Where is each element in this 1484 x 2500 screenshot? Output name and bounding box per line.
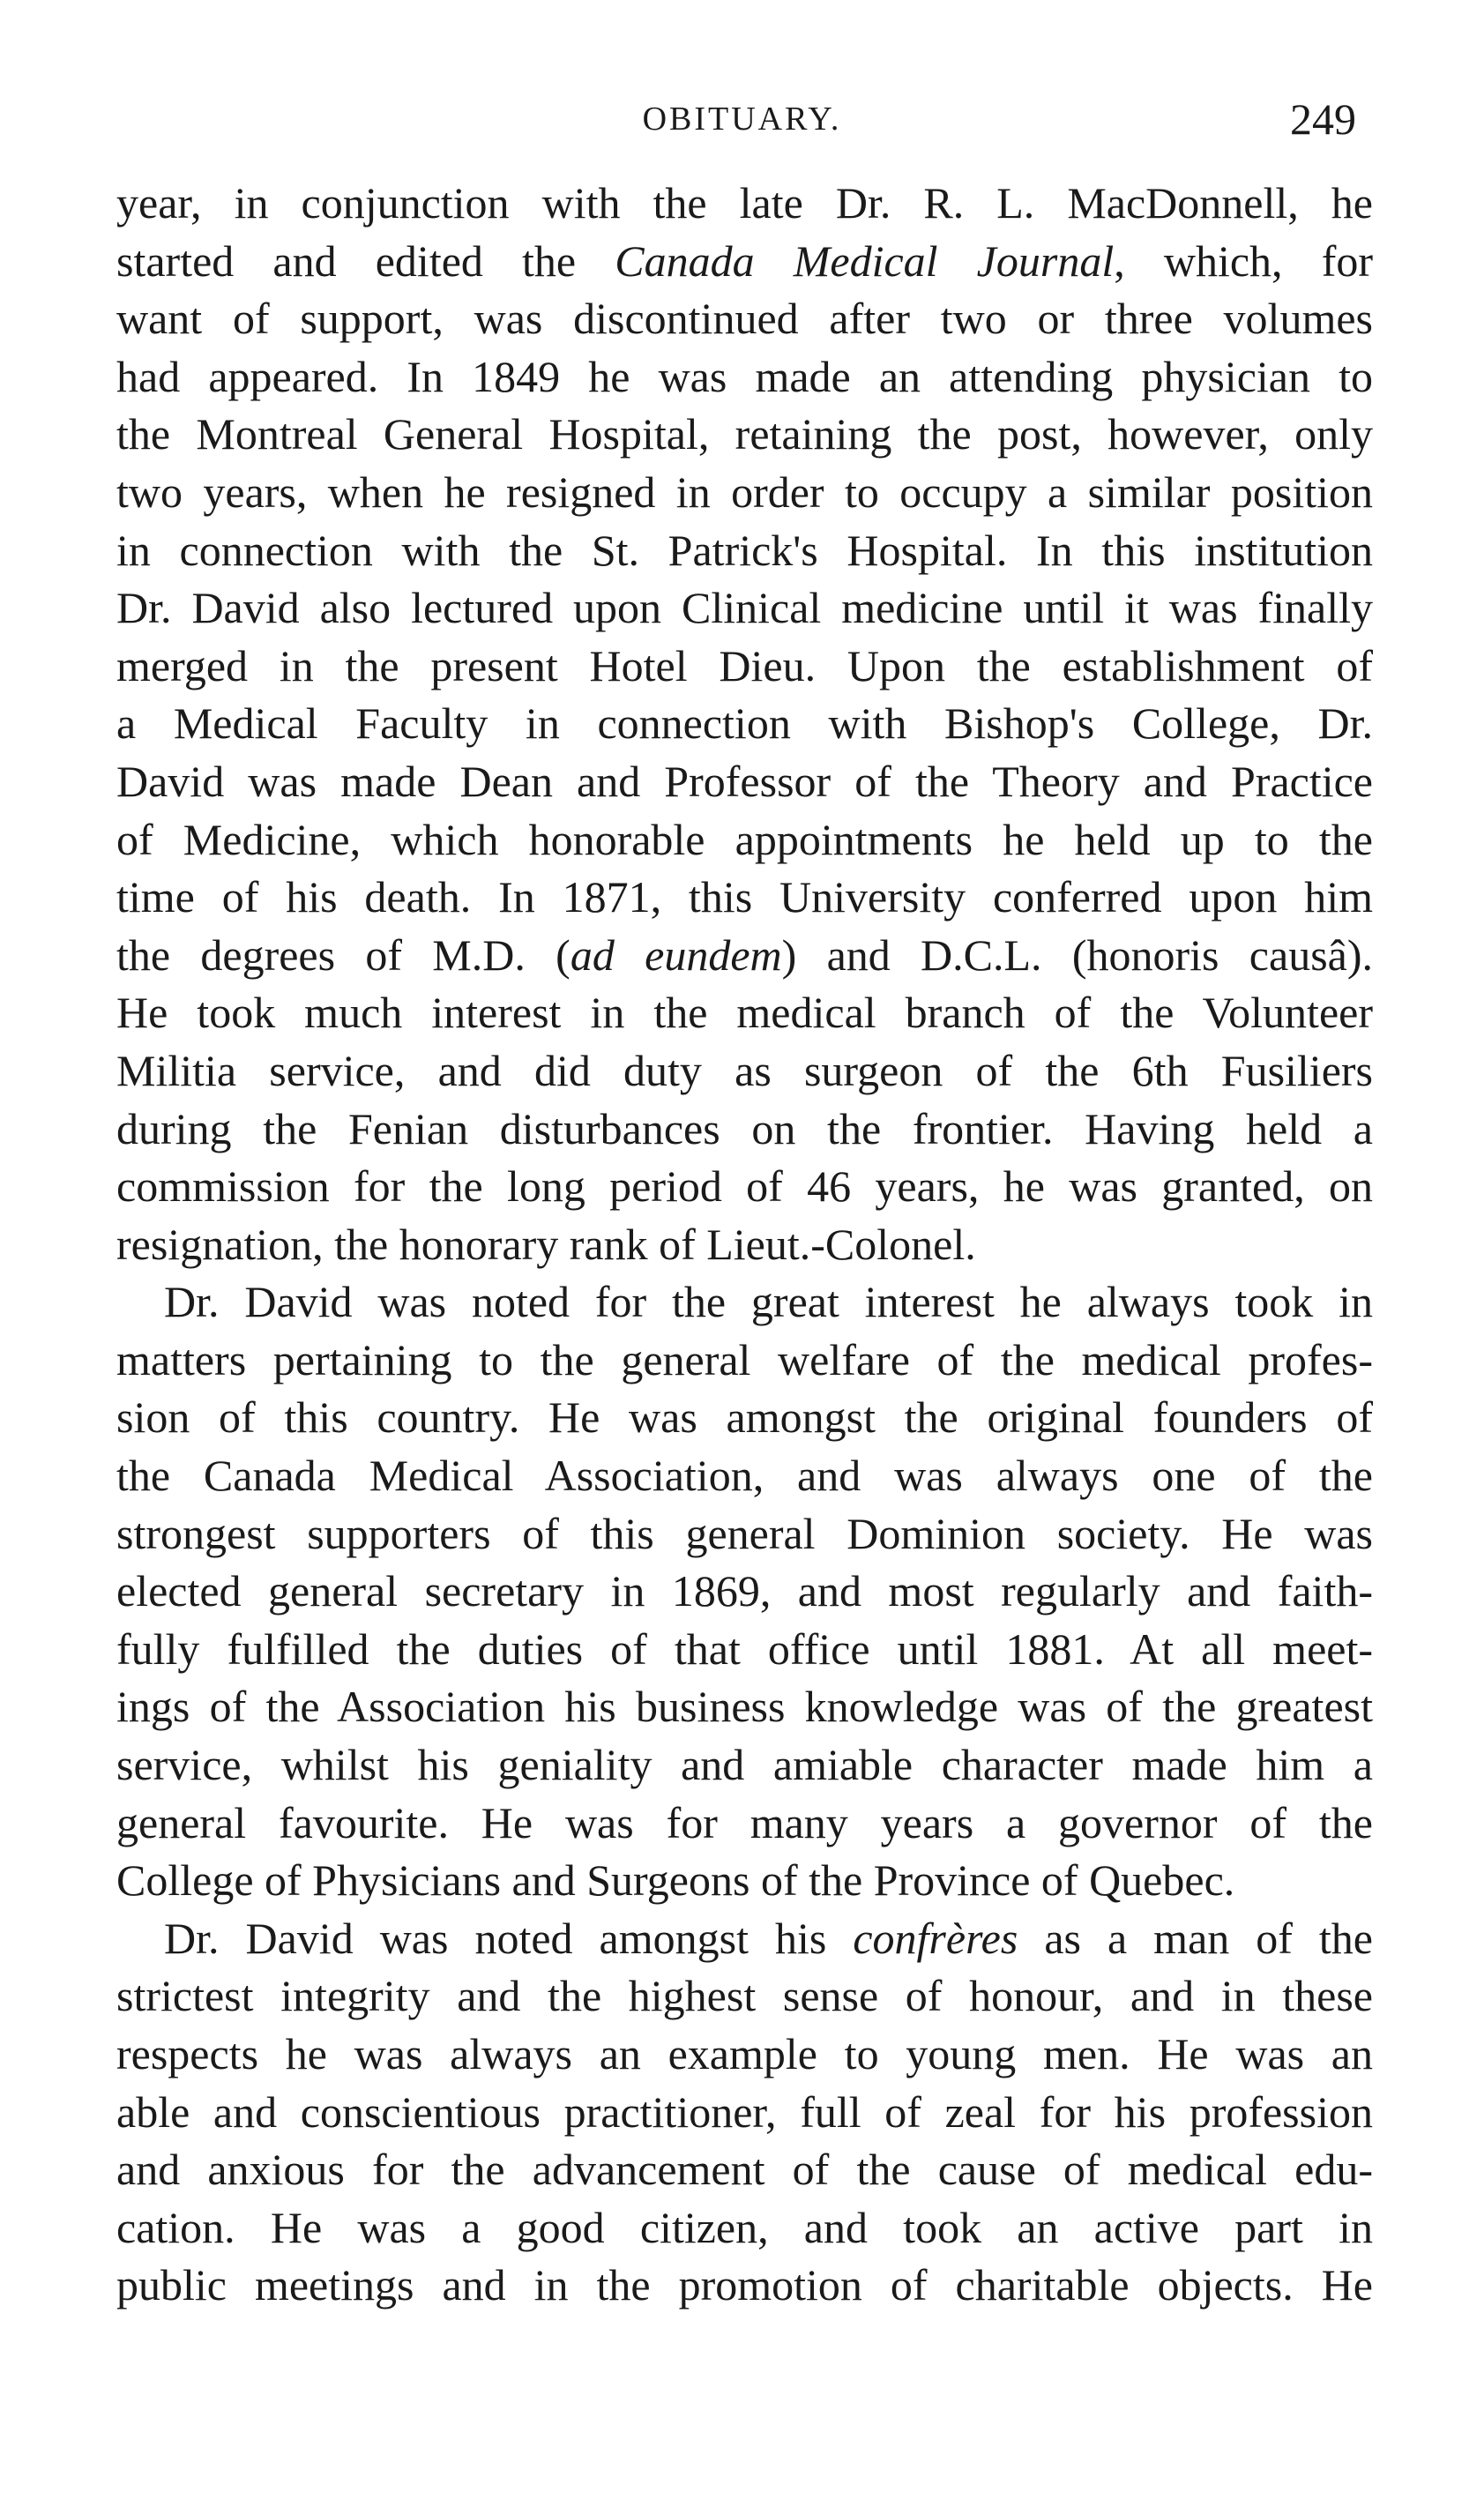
text-line: time of his death. In 1871, this University conferred upon him — [116, 872, 1373, 922]
text-line: in connection with the St. Patrick's Hospital. In this institution — [116, 525, 1373, 575]
text-line: respects he was always an example to young men. He was an — [116, 2029, 1373, 2078]
text-line: Militia service, and did duty as surgeon of the 6th Fusiliers — [116, 1045, 1373, 1095]
body-text — [116, 175, 1373, 2315]
running-title: OBITUARY. — [642, 101, 842, 138]
text-line: general favourite. He was for many years a governor of the — [116, 1797, 1373, 1847]
text-line: public meetings and in the promotion of charitable objects. He — [116, 2260, 1373, 2310]
text-line: strictest integrity and the highest sense of honour, and in these — [116, 1971, 1373, 2021]
page-number: 249 — [1290, 94, 1356, 144]
paragraph — [116, 1910, 1373, 2315]
text-line: ings of the Association his business knowledge was of the greatest — [116, 1682, 1373, 1732]
text-line: the degrees of M.D. (ad eundem) and D.C.L. (honoris causâ). — [116, 929, 1373, 980]
text-line: fully fulfilled the duties of that office until 1881. At all meet- — [116, 1623, 1373, 1674]
paragraph — [116, 1273, 1373, 1910]
text-line: strongest supporters of this general Dominion society. He was — [116, 1508, 1373, 1558]
text-line: able and conscientious practitioner, full of zeal for his profession — [116, 2086, 1373, 2137]
paragraph — [116, 175, 1373, 1273]
text-line: of Medicine, which honorable appointments he held up to the — [116, 814, 1373, 864]
text-line: Dr. David also lectured upon Clinical medicine until it was finally — [116, 583, 1373, 633]
text-line: merged in the present Hotel Dieu. Upon the establishment of — [116, 640, 1373, 690]
text-line: College of Physicians and Surgeons of the Province of Quebec. — [116, 1855, 1235, 1906]
text-line: Dr. David was noted amongst his confrères as a man of the — [164, 1913, 1373, 1963]
text-line: David was made Dean and Professor of the Theory and Practice — [116, 756, 1373, 806]
text-line: resignation, the honorary rank of Lieut.-Colonel. — [116, 1219, 976, 1269]
text-line: two years, when he resigned in order to occupy a similar position — [116, 466, 1373, 517]
text-line: had appeared. In 1849 he was made an attending physician to — [116, 351, 1373, 401]
text-line: sion of this country. He was amongst the original founders of — [116, 1392, 1373, 1443]
text-line: during the Fenian disturbances on the frontier. Having held a — [116, 1103, 1373, 1153]
text-line: matters pertaining to the general welfare of the medical profes- — [116, 1334, 1373, 1384]
text-line: a Medical Faculty in connection with Bishop's College, Dr. — [116, 698, 1373, 749]
text-line: cation. He was a good citizen, and took an active part in — [116, 2202, 1373, 2252]
text-line: the Canada Medical Association, and was always one of the — [116, 1451, 1373, 1501]
text-line: elected general secretary in 1869, and most regularly and faith- — [116, 1566, 1373, 1616]
italic-term: Canada Medical Journal — [615, 235, 1115, 286]
text-line: started and edited the Canada Medical Journal, which, for — [116, 235, 1373, 286]
text-line: the Montreal General Hospital, retaining the post, however, only — [116, 409, 1373, 459]
text-line: want of support, was discontinued after two or three volumes — [116, 294, 1373, 344]
text-line: He took much interest in the medical branch of the Volunteer — [116, 988, 1373, 1038]
running-head — [0, 88, 1484, 150]
italic-term: confrères — [853, 1913, 1018, 1963]
text-line: year, in conjunction with the late Dr. R. L. MacDonnell, he — [116, 178, 1373, 228]
text-line: commission for the long period of 46 years, he was granted, on — [116, 1161, 1373, 1212]
text-line: Dr. David was noted for the great interest he always took in — [164, 1277, 1373, 1327]
italic-term: ad eundem — [570, 929, 782, 980]
text-line: service, whilst his geniality and amiable character made him a — [116, 1740, 1373, 1790]
text-line: and anxious for the advancement of the cause of medical edu- — [116, 2145, 1373, 2195]
